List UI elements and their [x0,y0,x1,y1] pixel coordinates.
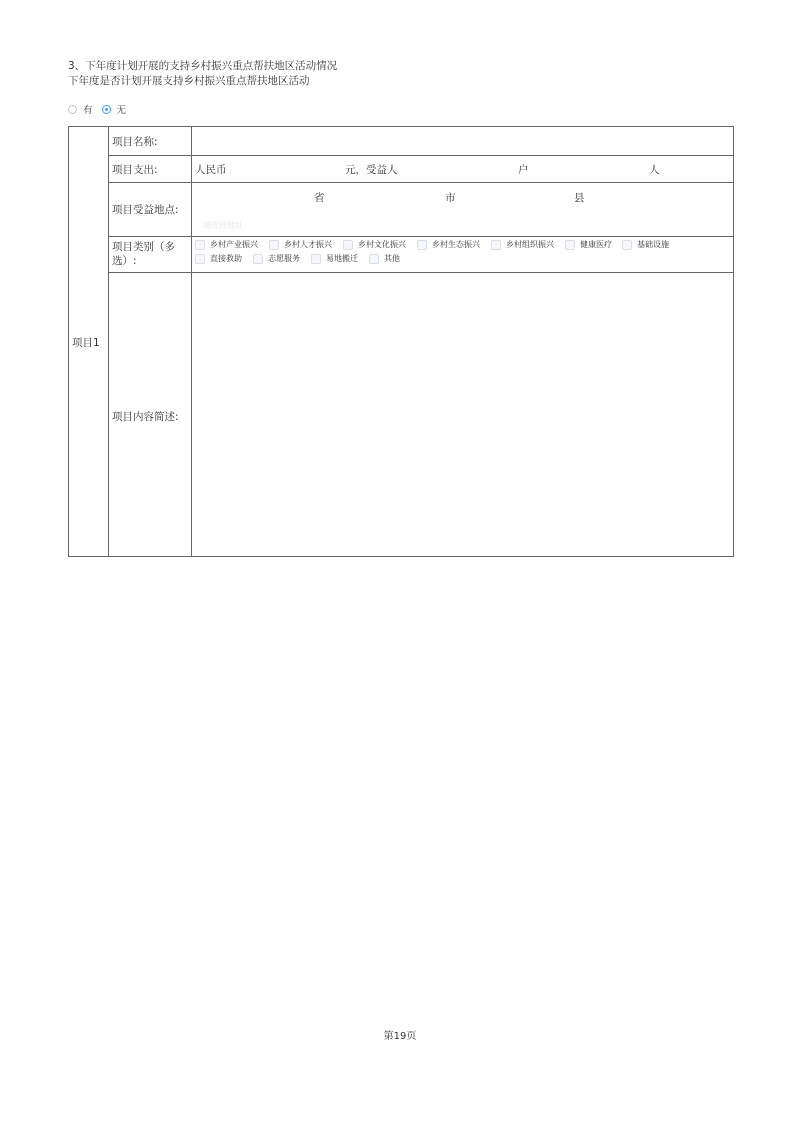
radio-no-icon[interactable] [102,105,111,114]
location-city: 市 [445,192,456,204]
checkbox-icon[interactable] [253,254,263,264]
category-label-line1: 项目类别（多 [112,241,175,253]
category-option-label: 乡村文化振兴 [358,240,406,249]
category-checkbox[interactable] [253,253,300,264]
checkbox-icon[interactable] [417,240,427,250]
expense-currency: 人民币 [195,164,227,176]
category-checkbox[interactable] [622,239,669,250]
category-label-line2: 选）: [112,255,137,267]
name-label: 项目名称: [112,136,158,148]
category-checkbox[interactable] [565,239,612,250]
expense-unit-yuan: 元，受益人 [345,164,398,176]
category-checkbox[interactable] [195,239,258,250]
radio-option-yes[interactable] [68,102,93,116]
expense-amount-input[interactable] [234,157,342,179]
checkbox-icon[interactable] [343,240,353,250]
grid-line [108,127,109,556]
checkbox-icon[interactable] [369,254,379,264]
plan-radio-group [68,102,135,116]
radio-no-label: 无 [116,105,127,116]
checkbox-icon[interactable] [622,240,632,250]
category-checkbox[interactable] [311,253,358,264]
category-label [112,240,175,268]
category-checkbox[interactable] [417,239,480,250]
category-option-label: 健康医疗 [580,240,612,249]
category-checkbox[interactable] [491,239,554,250]
radio-yes-icon[interactable] [68,105,77,114]
grid-line [108,236,733,237]
category-checkbox[interactable] [369,253,400,264]
project-name-input[interactable] [192,127,733,155]
grid-line [108,182,733,183]
checkbox-icon[interactable] [491,240,501,250]
category-option-label: 乡村生态振兴 [432,240,480,249]
beneficiary-people-input[interactable] [535,157,645,179]
project-form-table [68,126,734,557]
checkbox-icon[interactable] [269,240,279,250]
category-option-label: 乡村产业振兴 [210,240,258,249]
checkbox-icon[interactable] [195,240,205,250]
content-label: 项目内容简述: [112,411,179,423]
section-question: 下年度是否计划开展支持乡村振兴重点帮扶地区活动 [68,75,310,87]
category-checkbox[interactable] [343,239,406,250]
expense-unit-ren: 人 [649,164,660,176]
location-county: 县 [574,192,585,204]
category-option-label: 直接救助 [210,254,242,263]
project-content-textarea[interactable] [192,273,733,556]
category-option-label: 易地搬迁 [326,254,358,263]
radio-yes-label: 有 [83,105,93,116]
location-address-hint[interactable]: 请选择地址 [203,221,243,230]
category-checkbox[interactable] [195,253,242,264]
page-number: 第19页 [383,1031,417,1042]
beneficiary-households-input[interactable] [404,157,514,179]
location-label: 项目受益地点: [112,204,179,216]
section-heading [68,59,337,89]
checkbox-icon[interactable] [311,254,321,264]
category-option-label: 其他 [384,254,400,263]
category-option-label: 乡村组织振兴 [506,240,554,249]
category-option-label: 志愿服务 [268,254,300,263]
project-label: 项目1 [72,337,100,349]
checkbox-icon[interactable] [195,254,205,264]
location-province: 省 [314,192,325,204]
category-option-label: 基础设施 [637,240,669,249]
category-option-label: 乡村人才振兴 [284,240,332,249]
radio-option-no[interactable] [102,102,127,116]
grid-line [108,155,733,156]
expense-label: 项目支出: [112,164,158,176]
category-checkbox[interactable] [269,239,332,250]
section-title: 3、下年度计划开展的支持乡村振兴重点帮扶地区活动情况 [68,60,338,72]
expense-unit-hu: 户 [518,164,529,176]
checkbox-icon[interactable] [565,240,575,250]
